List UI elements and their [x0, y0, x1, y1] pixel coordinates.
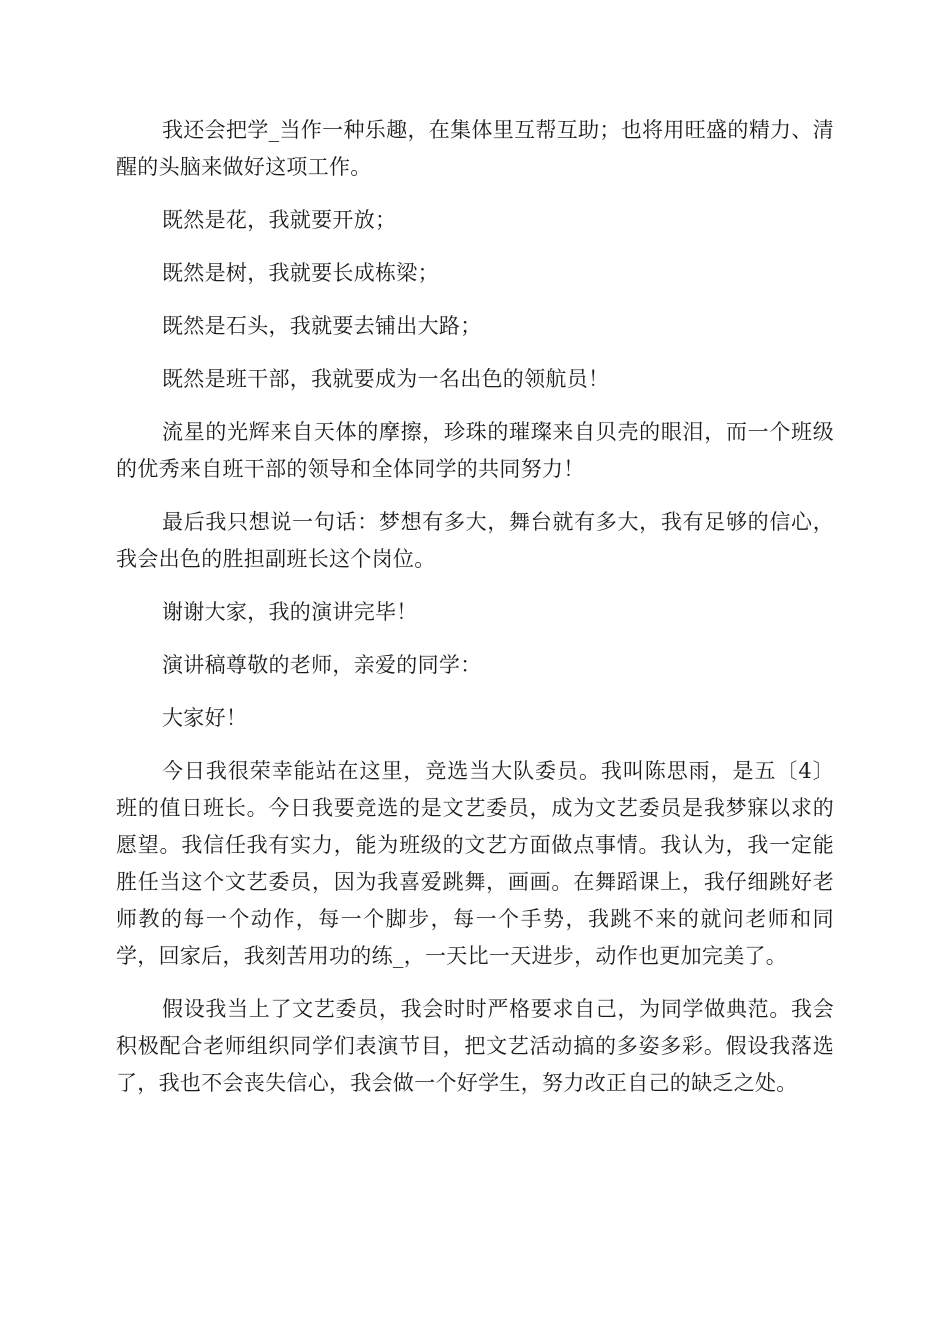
paragraph-8: 谢谢大家，我的演讲完毕！ [162, 600, 418, 624]
paragraph-2: 既然是花，我就要开放； [162, 208, 397, 232]
paragraph-6: 流星的光辉来自天体的摩擦，珍珠的璀璨来自贝壳的眼泪，而一个班级的优秀来自班干部的领导和全体同学的共同努力！ [116, 420, 834, 481]
paragraph-5: 既然是班干部，我就要成为一名出色的领航员！ [162, 367, 610, 391]
paragraph-1: 我还会把学_当作一种乐趣，在集体里互帮互助；也将用旺盛的精力、清醒的头脑来做好这项工作。 [116, 118, 834, 179]
paragraph-7: 最后我只想说一句话：梦想有多大，舞台就有多大，我有足够的信心，我会出色的胜担副班长这个岗位。 [116, 510, 834, 571]
paragraph-10: 大家好！ [162, 706, 248, 730]
paragraph-4: 既然是石头，我就要去铺出大路； [162, 314, 482, 338]
paragraph-12: 假设我当上了文艺委员，我会时时严格要求自己，为同学做典范。我会积极配合老师组织同学们表演节目，把文艺活动搞的多姿多彩。假设我落选了，我也不会丧失信心，我会做一个好学生，努力改正自己的缺乏之处。 [116, 997, 834, 1095]
paragraph-3: 既然是树，我就要长成栋梁； [162, 261, 439, 285]
paragraph-9: 演讲稿尊敬的老师，亲爱的同学： [162, 653, 482, 677]
paragraph-11: 今日我很荣幸能站在这里，竞选当大队委员。我叫陈思雨，是五〔4〕班的值日班长。今日我要竞选的是文艺委员，成为文艺委员是我梦寐以求的愿望。我信任我有实力，能为班级的文艺方面做点事情。我认为，我一定能胜任当这个文艺委员，因为我喜爱跳舞，画画。在舞蹈课上，我仔细跳好老师教的每一个动作，每一个脚步，每一个手势，我跳不来的就问老师和同学，回家后，我刻苦用功的练_，一天比一天进步，动作也更加完美了。 [116, 759, 834, 968]
document-body [116, 112, 834, 1118]
